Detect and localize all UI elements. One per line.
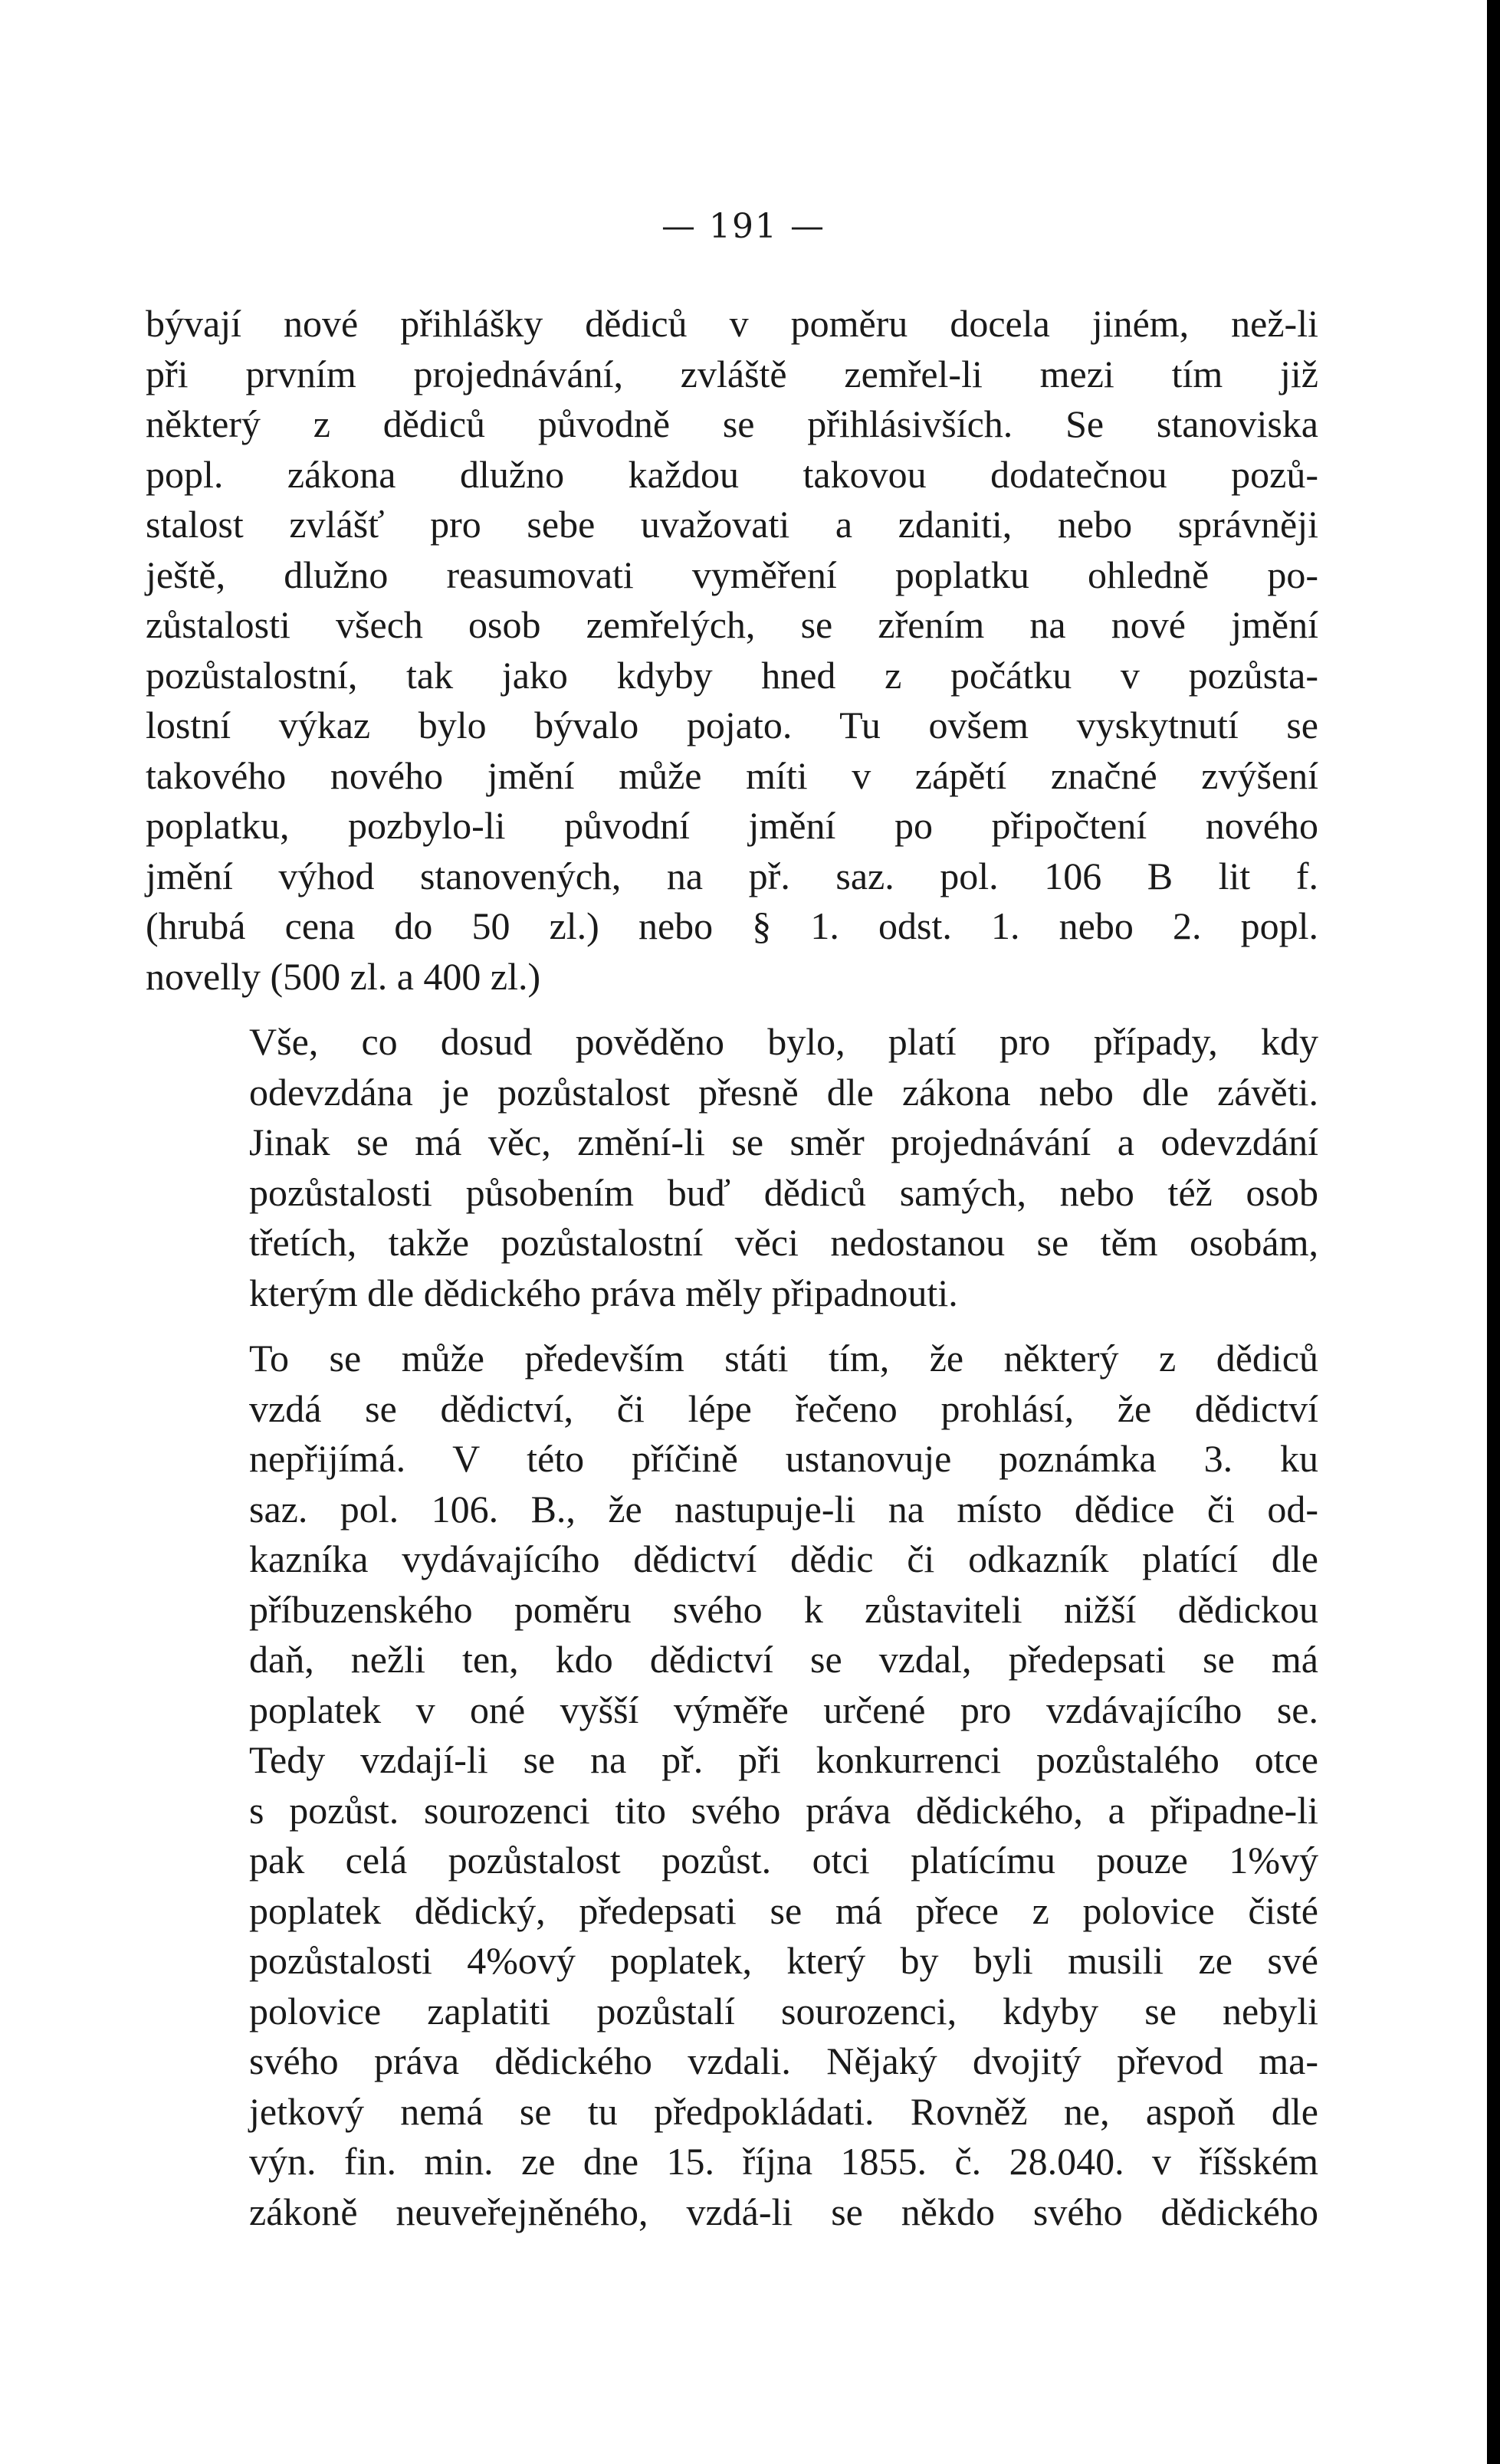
text-line: s pozůst. sourozenci tito svého práva dědického, a připadne-li: [249, 1788, 1318, 1832]
text-line: saz. pol. 106. B., že nastupuje-li na místo dědice či od-: [249, 1487, 1318, 1531]
text-line: polovice zaplatiti pozůstalí sourozenci, kdyby se nebyli: [249, 1989, 1318, 2033]
text-line: zůstalosti všech osob zemřelých, se zřením na nové jmění: [146, 603, 1318, 646]
text-line: jetkový nemá se tu předpokládati. Rovněž ne, aspoň dle: [249, 2089, 1318, 2133]
page-number: — 191 —: [661, 207, 825, 246]
paragraph-2: [146, 1017, 1318, 1318]
text-line: poplatku, pozbylo-li původní jmění po připočtení nového: [146, 804, 1318, 847]
text-line: popl. zákona dlužno každou takovou dodatečnou pozů-: [146, 452, 1318, 496]
text-line: pozůstalostní, tak jako kdyby hned z počátku v pozůsta-: [146, 653, 1318, 697]
paragraph-1: [146, 299, 1318, 1002]
text-line: jmění výhod stanovených, na př. saz. pol. 106 B lit f.: [146, 854, 1318, 897]
text-line: odevzdána je pozůstalost přesně dle zákona nebo dle závěti.: [249, 1070, 1318, 1114]
text-line: pozůstalosti působením buď dědiců samých, nebo též osob: [249, 1170, 1318, 1214]
text-line: poplatek v oné vyšší výměře určené pro vzdávajícího se.: [249, 1688, 1318, 1731]
text-line: některý z dědiců původně se přihlásivších. Se stanoviska: [146, 402, 1318, 445]
text-line: Jinak se má věc, změní-li se směr projednávání a odevzdání: [249, 1120, 1318, 1163]
text-line: poplatek dědický, předepsati se má přece z polovice čisté: [249, 1888, 1318, 1932]
body-text: [146, 299, 1318, 2237]
text-line: novelly (500 zl. a 400 zl.): [146, 954, 541, 998]
text-line: kazníka vydávajícího dědictví dědic či odkazník platící dle: [249, 1537, 1318, 1580]
text-line: pak celá pozůstalost pozůst. otci platícímu pouze 1%vý: [249, 1839, 1318, 1882]
text-line: třetích, takže pozůstalostní věci nedostanou se těm osobám,: [249, 1221, 1318, 1264]
text-line: lostní výkaz bylo bývalo pojato. Tu ovšem vyskytnutí se: [146, 704, 1318, 746]
text-line: nepřijímá. V této příčině ustanovuje poznámka 3. ku: [249, 1437, 1318, 1480]
text-line: ještě, dlužno reasumovati vyměření poplatku ohledně po-: [146, 553, 1318, 596]
paragraph-3: [146, 1334, 1318, 2237]
text-line: Vše, co dosud pověděno bylo, platí pro případy, kdy: [249, 1020, 1318, 1063]
text-line: výn. fin. min. ze dne 15. října 1855. č. 28.040. v říšském: [249, 2140, 1318, 2183]
text-line: příbuzenského poměru svého k zůstaviteli nižší dědickou: [249, 1587, 1318, 1631]
text-line: daň, nežli ten, kdo dědictví se vzdal, předepsati se má: [249, 1638, 1318, 1681]
text-line: vzdá se dědictví, či lépe řečeno prohlásí, že dědictví: [249, 1386, 1318, 1430]
text-line: kterým dle dědického práva měly připadnouti.: [249, 1271, 958, 1314]
text-line: takového nového jmění může míti v zápětí značné zvýšení: [146, 753, 1318, 797]
text-line: (hrubá cena do 50 zl.) nebo § 1. odst. 1. nebo 2. popl.: [146, 904, 1318, 947]
text-line: Tedy vzdají-li se na př. při konkurrenci pozůstalého otce: [249, 1738, 1318, 1781]
text-line: při prvním projednávání, zvláště zemřel-li mezi tím již: [146, 352, 1318, 395]
scan-border: [1487, 0, 1500, 2464]
text-line: zákoně neuveřejněného, vzdá-li se někdo svého dědického: [249, 2190, 1318, 2233]
text-line: stalost zvlášť pro sebe uvažovati a zdaniti, nebo správněji: [146, 503, 1318, 546]
text-line: bývají nové přihlášky dědiců v poměru docela jiném, než-li: [146, 302, 1318, 345]
text-line: pozůstalosti 4%ový poplatek, který by byli musili ze své: [249, 1939, 1318, 1982]
text-line: svého práva dědického vzdali. Nějaký dvojitý převod ma-: [249, 2039, 1318, 2082]
text-line: To se může především státi tím, že některý z dědiců: [249, 1337, 1318, 1380]
